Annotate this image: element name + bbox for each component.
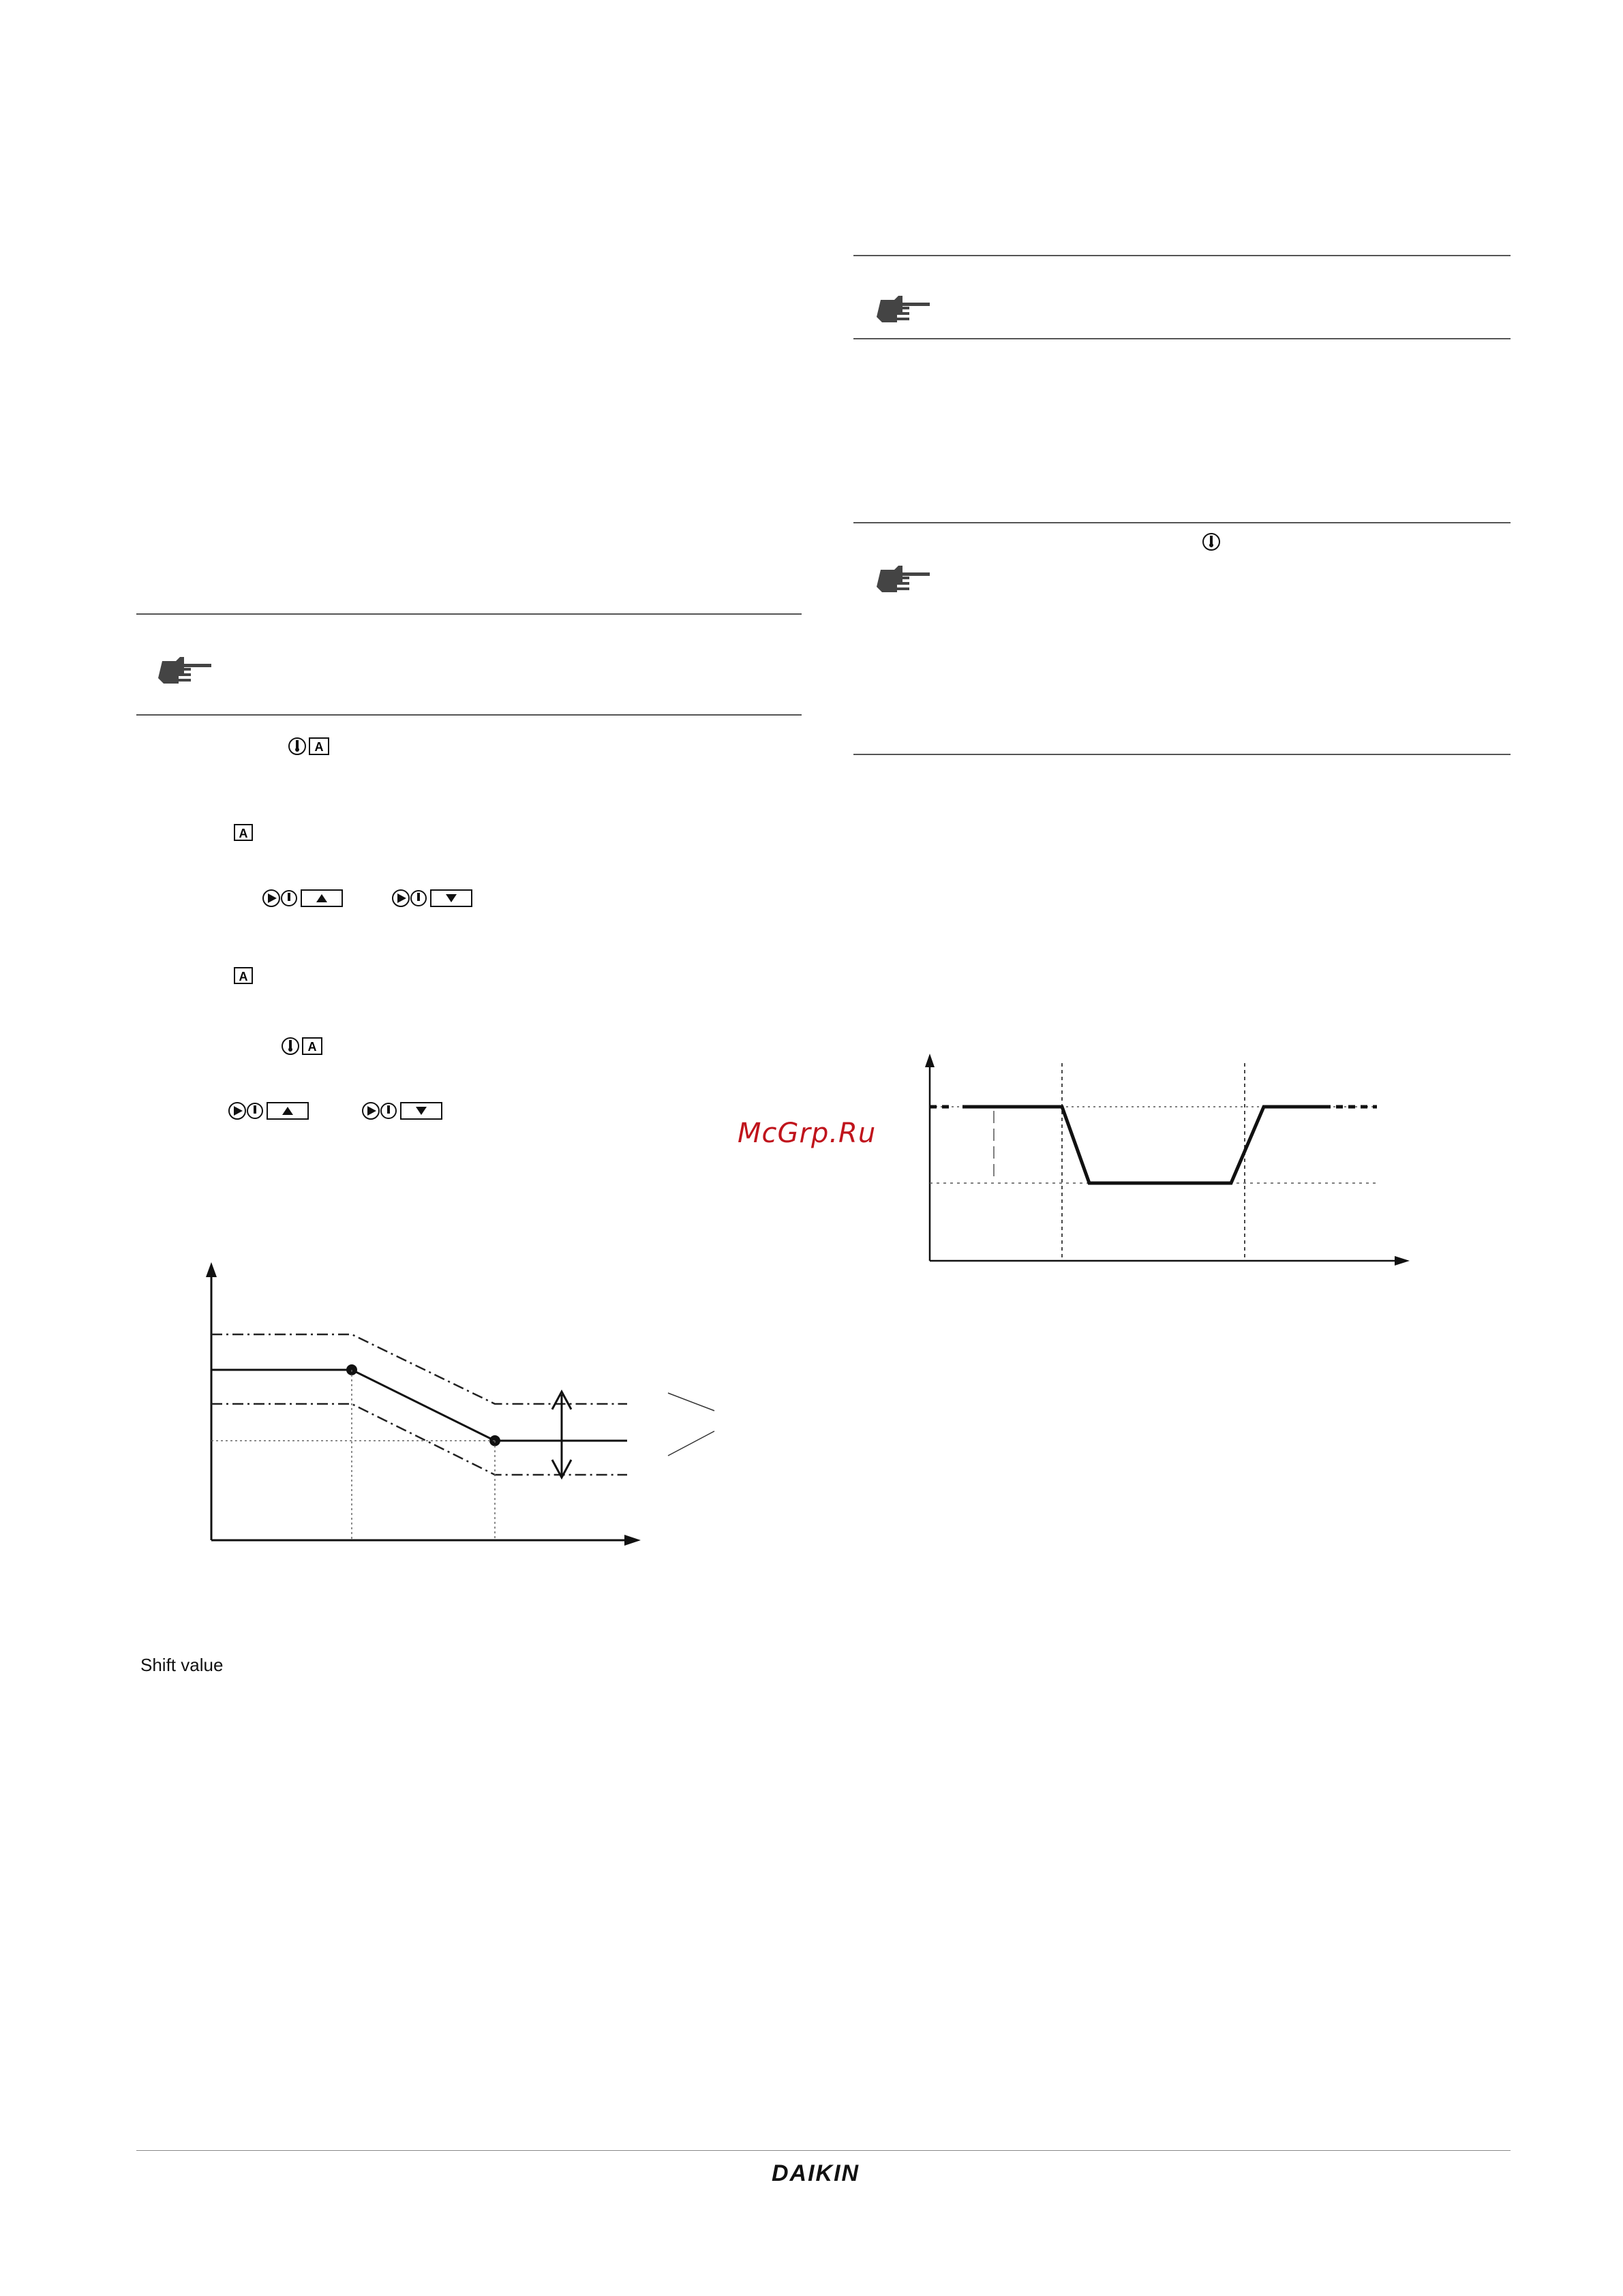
svg-text:A: A <box>239 827 248 840</box>
shift-value-label: Shift value <box>140 1655 224 1675</box>
footer-rule <box>136 2150 1511 2151</box>
svg-text:A: A <box>239 970 248 983</box>
thermo-auto-icons-1 <box>288 736 331 756</box>
y-axis-arrow <box>206 1262 217 1277</box>
floating-setpoint-diagram <box>191 1247 736 1561</box>
left-note-top-rule <box>136 613 802 615</box>
daikin-logo: DAIKIN <box>772 2160 860 2186</box>
right-note1-top-rule <box>853 255 1511 256</box>
thermometer-icon-inline <box>1201 532 1222 552</box>
leader-line-upper <box>668 1393 714 1411</box>
arrow-thermo-down-button <box>391 887 474 909</box>
note-hand-icon <box>158 654 217 688</box>
right-note2-bottom-rule <box>853 754 1511 755</box>
arrow-thermo-up-button-2 <box>228 1100 311 1122</box>
setback-profile-diagram <box>913 1043 1418 1274</box>
note-hand-icon-3 <box>877 563 935 597</box>
thermo-auto-icons-2 <box>281 1036 324 1056</box>
leader-line-lower <box>668 1431 714 1456</box>
right-note1-bottom-rule <box>853 338 1511 339</box>
x-axis-arrow <box>624 1535 641 1546</box>
arrow-thermo-up-button <box>262 887 345 909</box>
auto-icon-row4 <box>233 966 255 985</box>
right-note2-top-rule <box>853 522 1511 523</box>
temperature-profile-line <box>962 1107 1331 1183</box>
auto-icon-row2 <box>233 823 255 842</box>
svg-text:A: A <box>307 1040 317 1054</box>
setpoint-line <box>211 1370 627 1441</box>
note-hand-icon-2 <box>877 293 935 327</box>
arrow-thermo-down-button-2 <box>361 1100 444 1122</box>
watermark-text: McGrp.Ru <box>738 1118 877 1149</box>
svg-text:A: A <box>314 740 324 754</box>
left-note-bottom-rule <box>136 714 802 716</box>
lower-limit-line <box>211 1404 627 1475</box>
